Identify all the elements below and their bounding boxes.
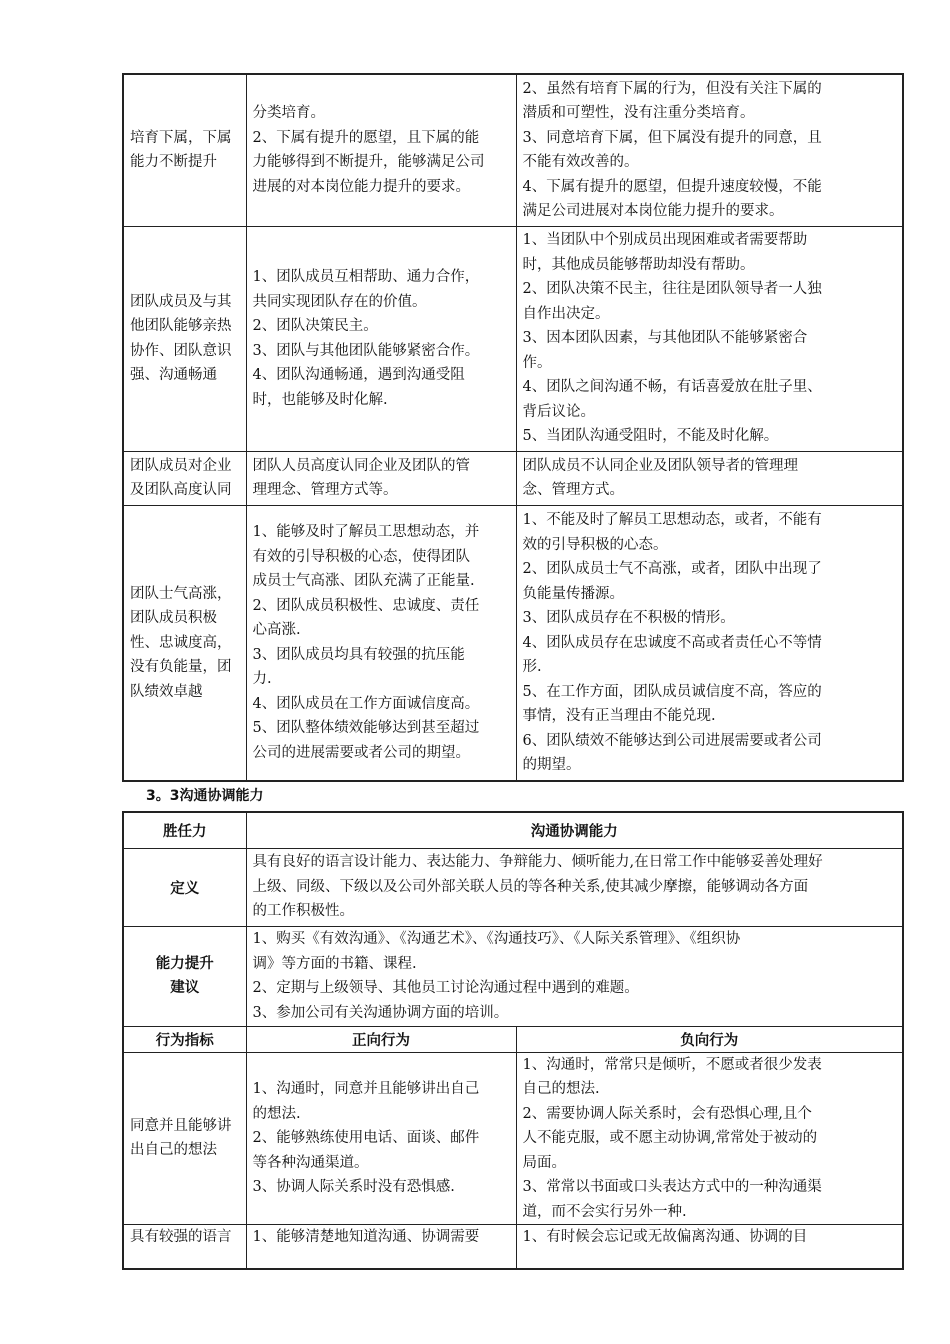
competency-header-row xyxy=(123,812,903,848)
negative-cell: 1、有时候会忘记或无故偏离沟通、协调的目 xyxy=(516,1225,903,1269)
competency-label: 胜任力 xyxy=(123,812,246,848)
positive-cell: 1、团队成员互相帮助、通力合作， 共同实现团队存在的价值。 2、团队决策民主。 3、团队与其他团队能够紧密合作。 4、团队沟通畅通，遇到沟通受阻 时，也能够及时化解. xyxy=(246,226,516,451)
header-negative: 负向行为 xyxy=(516,1026,903,1052)
table-row xyxy=(123,74,903,226)
definition-row xyxy=(123,848,903,926)
indicator-cell: 培育下属，下属 能力不断提升 xyxy=(123,74,246,226)
competency-table xyxy=(122,811,904,1270)
negative-cell: 1、当团队中个别成员出现困难或者需要帮助 时，其他成员能够帮助却没有帮助。 2、团队决策不民主，往往是团队领导者一人独 自作出决定。 3、因本团队因素，与其他团队不能够紧密合 作。 4、团队之间沟通不畅，有话喜爱放在肚子里、 背后议论。 5、当团队沟通受阻时，不能及时化解。 xyxy=(516,226,903,451)
definition-text: 具有良好的语言设计能力、表达能力、争辩能力、倾听能力,在日常工作中能够妥善处理好 上级、同级、下级以及公司外部关联人员的等各种关系,使其减少摩擦，能够调动各方面 的工作积极性。 xyxy=(246,848,903,926)
table-row xyxy=(123,505,903,781)
definition-label: 定义 xyxy=(123,848,246,926)
table-row xyxy=(123,1052,903,1225)
indicator-cell: 团队成员对企业 及团队高度认同 xyxy=(123,451,246,505)
table-row xyxy=(123,1225,903,1269)
table-row xyxy=(123,226,903,451)
advice-row xyxy=(123,926,903,1026)
positive-cell: 分类培育。 2、下属有提升的愿望，且下属的能 力能够得到不断提升，能够满足公司 进展的对本岗位能力提升的要求。 xyxy=(246,74,516,226)
header-indicator: 行为指标 xyxy=(123,1026,246,1052)
positive-cell: 团队人员高度认同企业及团队的管 理理念、管理方式等。 xyxy=(246,451,516,505)
positive-cell: 1、能够及时了解员工思想动态，并 有效的引导积极的心态，使得团队 成员士气高涨、团队充满了正能量. 2、团队成员积极性、忠诚度、责任 心高涨. 3、团队成员均具有较强的抗压能 力. 4、团队成员在工作方面诚信度高。 5、团队整体绩效能够达到甚至超过 公司的进展需要或者公司的期望。 xyxy=(246,505,516,781)
competency-value: 沟通协调能力 xyxy=(246,812,903,848)
negative-cell: 2、虽然有培育下属的行为，但没有关注下属的 潜质和可塑性，没有注重分类培育。 3、同意培育下属，但下属没有提升的同意，且 不能有效改善的。 4、下属有提升的愿望，但提升速度较慢，不能 满足公司进展对本岗位能力提升的要求。 xyxy=(516,74,903,226)
header-positive: 正向行为 xyxy=(246,1026,516,1052)
indicator-cell: 团队士气高涨， 团队成员积极 性、忠诚度高， 没有负能量，团 队绩效卓越 xyxy=(123,505,246,781)
positive-cell: 1、能够清楚地知道沟通、协调需要 xyxy=(246,1225,516,1269)
indicator-cell: 团队成员及与其 他团队能够亲热 协作、团队意识 强、沟通畅通 xyxy=(123,226,246,451)
indicator-cell: 具有较强的语言 xyxy=(123,1225,246,1269)
behavior-header-row xyxy=(123,1026,903,1052)
indicator-cell: 同意并且能够讲 出自己的想法 xyxy=(123,1052,246,1225)
positive-cell: 1、沟通时，同意并且能够讲出自己 的想法. 2、能够熟练使用电话、面谈、邮件 等各种沟通渠道。 3、协调人际关系时没有恐惧感. xyxy=(246,1052,516,1225)
table-row xyxy=(123,451,903,505)
negative-cell: 团队成员不认同企业及团队领导者的管理理 念、管理方式。 xyxy=(516,451,903,505)
advice-text: 1、购买《有效沟通》、《沟通艺术》、《沟通技巧》、《人际关系管理》、《组织协 调》等方面的书籍、课程. 2、定期与上级领导、其他员工讨论沟通过程中遇到的难题。 3、参加公司有关沟通协调方面的培训。 xyxy=(246,926,903,1026)
negative-cell: 1、沟通时，常常只是倾听，不愿或者很少发表 自己的想法. 2、需要协调人际关系时，会有恐惧心理,且个 人不能克服，或不愿主动协调,常常处于被动的 局面。 3、常常以书面或口头表达方式中的一种沟通渠 道，而不会实行另外一种. xyxy=(516,1052,903,1225)
behavior-table-continued xyxy=(122,73,904,782)
negative-cell: 1、不能及时了解员工思想动态，或者，不能有 效的引导积极的心态。 2、团队成员士气不高涨，或者，团队中出现了 负能量传播源。 3、团队成员存在不积极的情形。 4、团队成员存在忠诚度不高或者责任心不等情 形. 5、在工作方面，团队成员诚信度不高，答应的 事情，没有正当理由不能兑现. 6、团队绩效不能够达到公司进展需要或者公司 的期望。 xyxy=(516,505,903,781)
section-heading: 3。3沟通协调能力 xyxy=(146,788,264,804)
advice-label: 能力提升 建议 xyxy=(123,926,246,1026)
